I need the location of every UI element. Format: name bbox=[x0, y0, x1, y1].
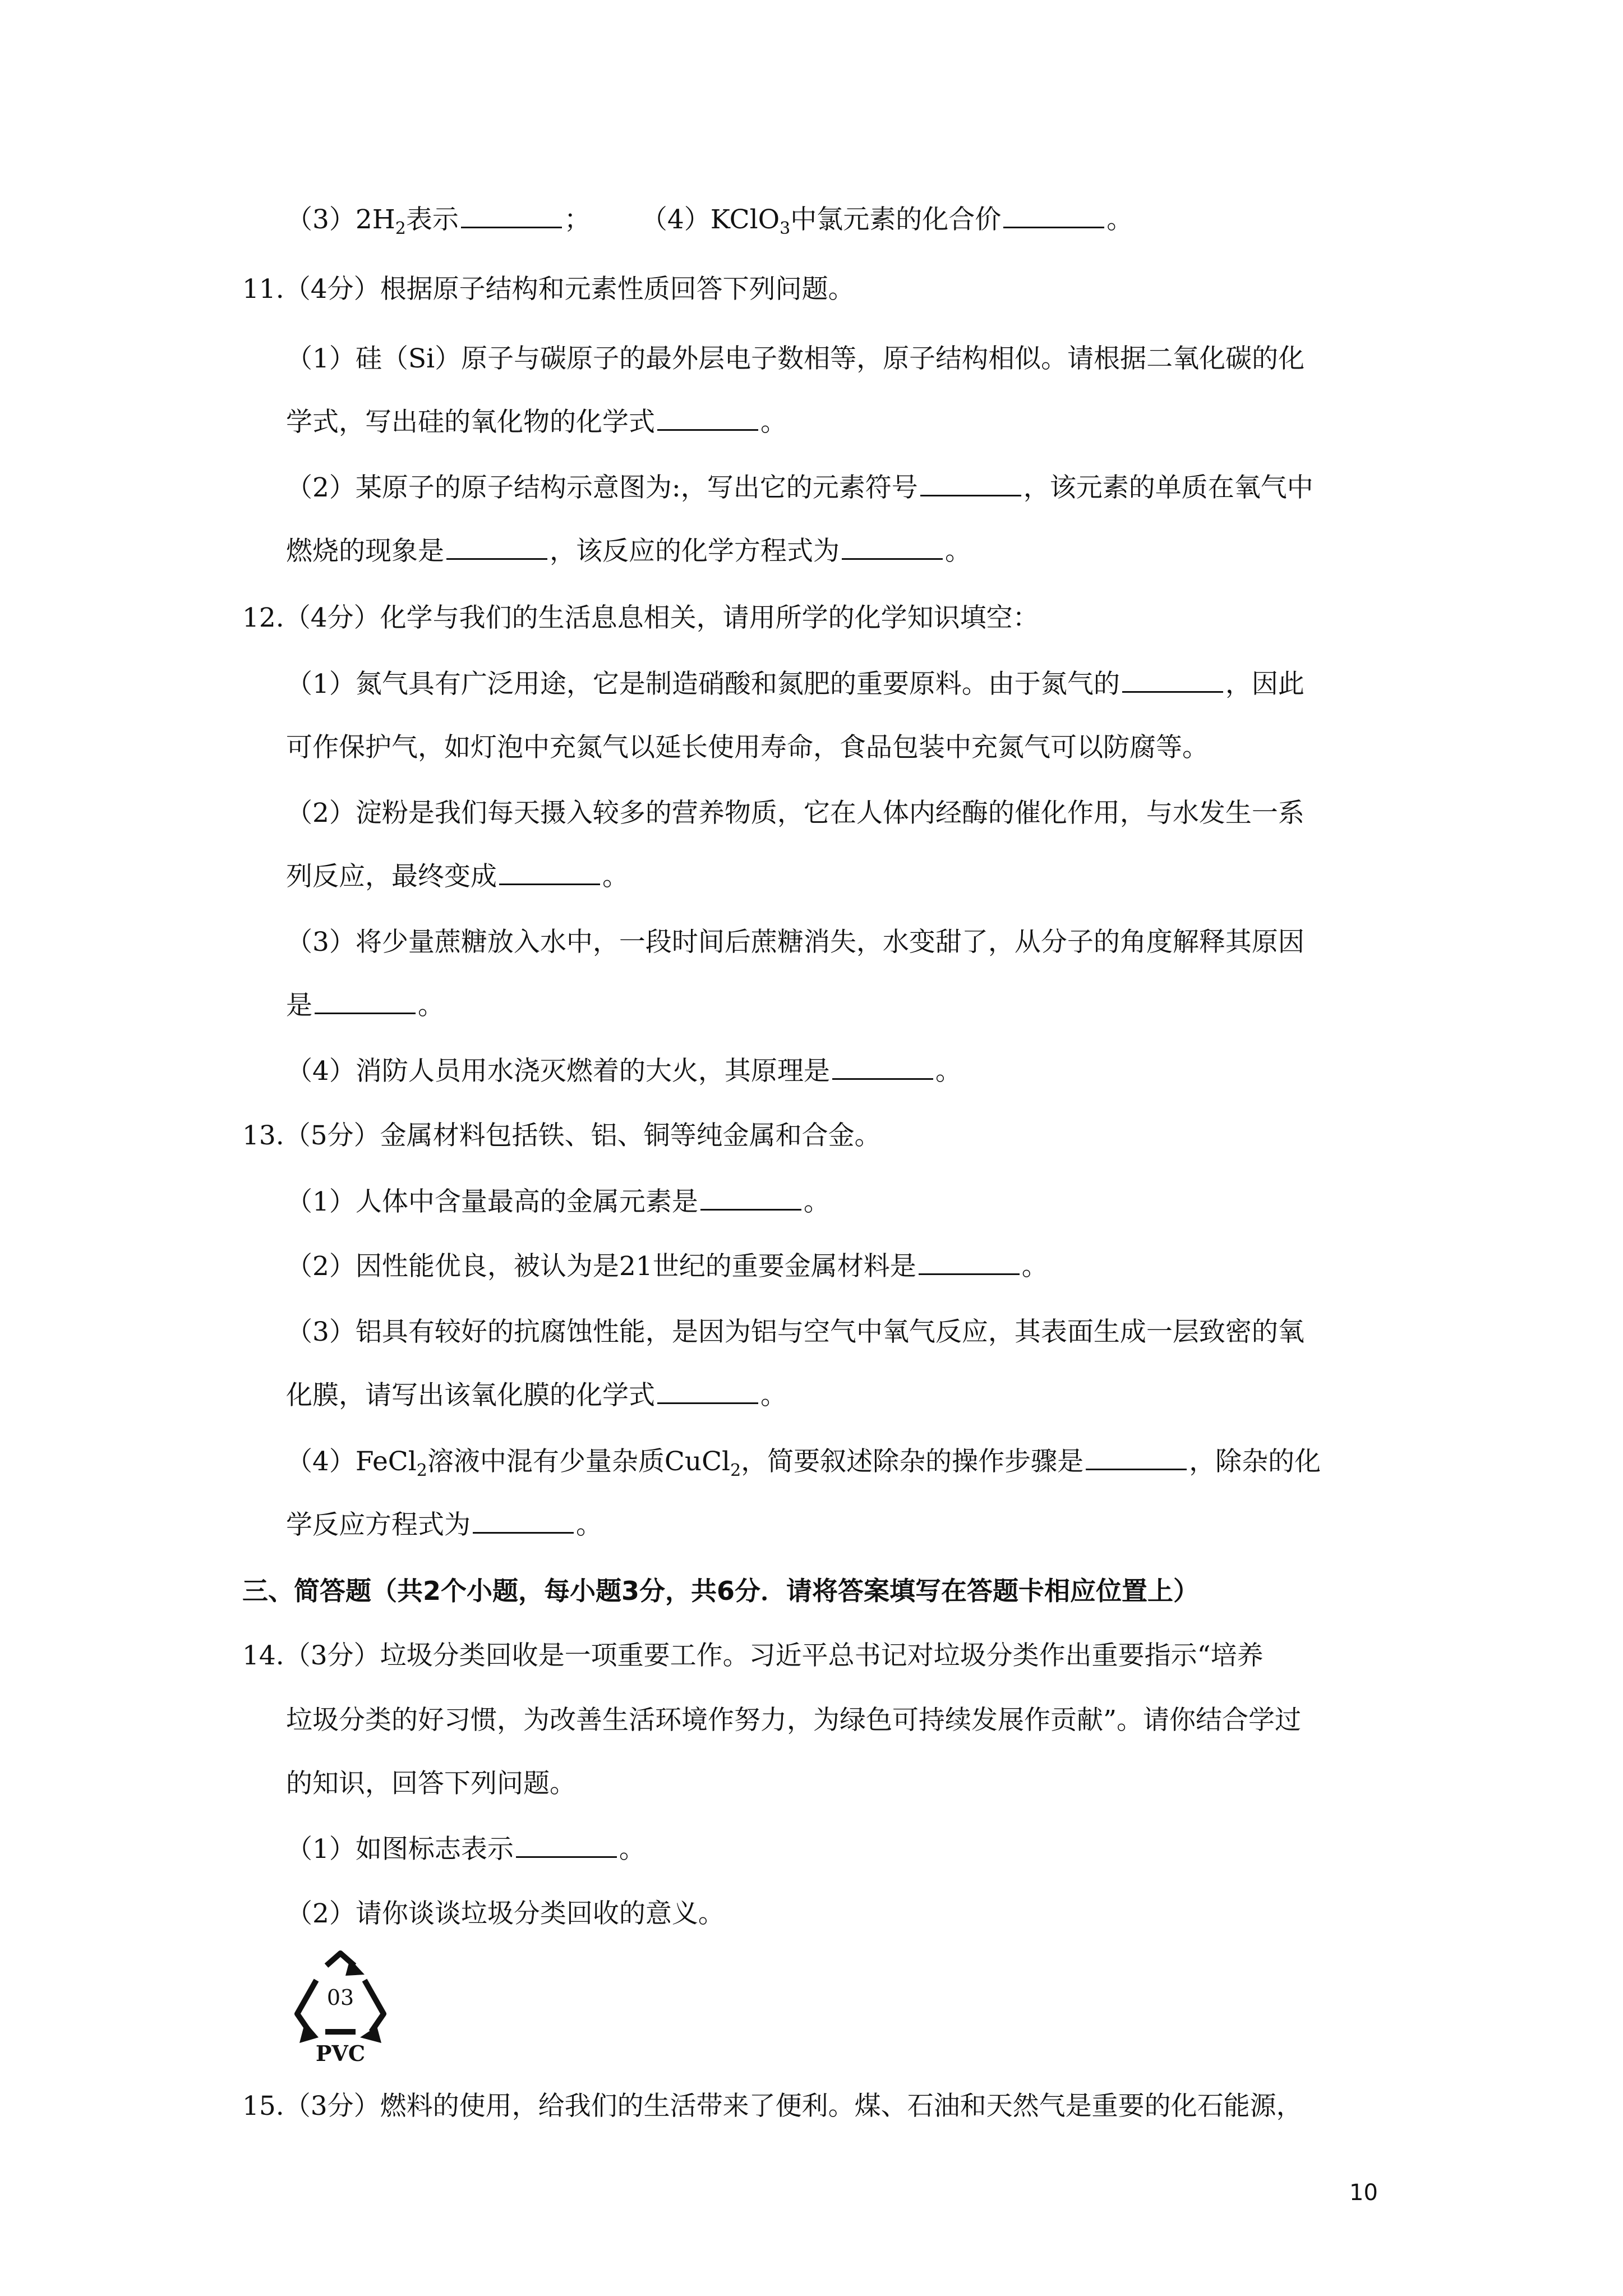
q14-line-1: 14.（3分）垃圾分类回收是一项重要工作。习近平总书记对垃圾分类作出重要指示“培养 bbox=[242, 1640, 1264, 1671]
q11-1-line-2: 学式，写出硅的氧化物的化学式 。 bbox=[286, 407, 787, 438]
q13-3-line-2: 化膜，请写出该氧化膜的化学式 。 bbox=[286, 1380, 787, 1411]
q13-4-line-1: （4）FeCl$_2$溶液中混有少量杂质CuCl$_2$，简要叙述除杂的操作步骤是 ，除杂的化 bbox=[286, 1446, 1321, 1480]
answer-blank[interactable] bbox=[1086, 1446, 1187, 1470]
q11-1-line-1: （1）硅（Si）原子与碳原子的最外层电子数相等，原子结构相似。请根据二氧化碳的化 bbox=[286, 343, 1305, 374]
recycle-label: PVC bbox=[315, 2041, 366, 2065]
answer-blank[interactable] bbox=[919, 1251, 1020, 1275]
answer-blank[interactable] bbox=[832, 1056, 933, 1080]
q11-2-line-1: （2）某原子的原子结构示意图为:，写出它的元素符号 ，该元素的单质在氧气中 bbox=[286, 472, 1313, 503]
answer-blank[interactable] bbox=[657, 407, 758, 431]
question-13-title: 13.（5分）金属材料包括铁、铝、铜等纯金属和合金。 bbox=[242, 1120, 881, 1151]
question-11-title: 11.（4分）根据原子结构和元素性质回答下列问题。 bbox=[242, 274, 855, 305]
q12-1-line-2: 可作保护气，如灯泡中充氮气以延长使用寿命，食品包装中充氮气可以防腐等。 bbox=[286, 732, 1209, 763]
q12-3-line-1: （3）将少量蔗糖放入水中，一段时间后蔗糖消失，水变甜了，从分子的角度解释其原因 bbox=[286, 927, 1304, 958]
q12-1-line-1: （1）氮气具有广泛用途，它是制造硝酸和氮肥的重要原料。由于氮气的 ，因此 bbox=[286, 669, 1304, 700]
answer-blank[interactable] bbox=[461, 204, 562, 228]
question-12-title: 12.（4分）化学与我们的生活息息相关，请用所学的化学知识填空： bbox=[242, 602, 1039, 633]
answer-blank[interactable] bbox=[446, 536, 547, 560]
q12-2-line-1: （2）淀粉是我们每天摄入较多的营养物质，它在人体内经酶的催化作用，与水发生一系 bbox=[286, 798, 1304, 829]
answer-blank[interactable] bbox=[700, 1186, 801, 1211]
answer-blank[interactable] bbox=[516, 1834, 617, 1858]
answer-blank[interactable] bbox=[1003, 204, 1104, 228]
pvc-recycle-icon bbox=[287, 1948, 394, 2065]
q12-2-line-2: 列反应，最终变成 。 bbox=[286, 861, 629, 892]
q13-4-line-2: 学反应方程式为 。 bbox=[286, 1510, 602, 1540]
q13-1-line: （1）人体中含量最高的金属元素是 。 bbox=[286, 1186, 830, 1217]
recycle-code: 03 bbox=[326, 1985, 354, 2010]
answer-blank[interactable] bbox=[473, 1510, 574, 1534]
section-3-heading: 三、简答题（共2个小题，每小题3分，共6分．请将答案填写在答题卡相应位置上） bbox=[242, 1576, 1200, 1606]
q12-4-line: （4）消防人员用水浇灭燃着的大火，其原理是 。 bbox=[286, 1056, 962, 1087]
answer-blank[interactable] bbox=[842, 536, 943, 560]
q12-3-line-2: 是 。 bbox=[286, 990, 444, 1021]
q14-line-2: 垃圾分类的好习惯，为改善生活环境作努力，为绿色可持续发展作贡献”。请你结合学过 bbox=[286, 1705, 1302, 1736]
answer-blank[interactable] bbox=[315, 990, 416, 1014]
q15-line-1: 15.（3分）燃料的使用，给我们的生活带来了便利。煤、石油和天然气是重要的化石能源， bbox=[242, 2091, 1303, 2122]
q13-3-line-1: （3）铝具有较好的抗腐蚀性能，是因为铝与空气中氧气反应，其表面生成一层致密的氧 bbox=[286, 1317, 1304, 1347]
q14-line-3: 的知识，回答下列问题。 bbox=[286, 1768, 576, 1799]
q14-1-line: （1）如图标志表示 。 bbox=[286, 1834, 645, 1865]
page-number: 10 bbox=[1349, 2180, 1378, 2206]
answer-blank[interactable] bbox=[657, 1380, 758, 1404]
answer-blank[interactable] bbox=[920, 472, 1021, 496]
q11-2-line-2: 燃烧的现象是 ，该反应的化学方程式为 。 bbox=[286, 536, 971, 567]
answer-blank[interactable] bbox=[499, 861, 600, 885]
q13-2-line: （2）因性能优良，被认为是21世纪的重要金属材料是 。 bbox=[286, 1251, 1048, 1282]
q10-3-line: $(3)2H_2$表示 ； （4）KClO$_3$中氯元素的化合价 。 bbox=[286, 204, 1133, 238]
q14-2-line: （2）请你谈谈垃圾分类回收的意义。 bbox=[286, 1898, 725, 1929]
answer-blank[interactable] bbox=[1122, 669, 1223, 693]
